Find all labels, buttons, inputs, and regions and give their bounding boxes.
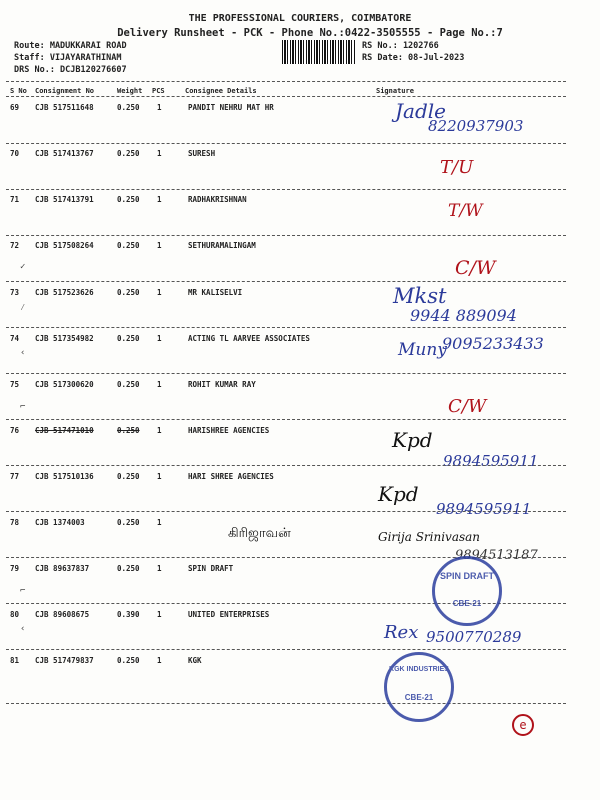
row-sno: 73	[10, 288, 20, 297]
row-consignee: KGK	[188, 656, 202, 665]
tick-mark: ⌐	[20, 402, 26, 412]
route-label: Route: MADUKKARAI ROAD	[14, 41, 127, 51]
row-sno: 70	[10, 149, 20, 158]
row-consignment: CJB 517511648	[35, 103, 94, 112]
row-signature: T/U	[440, 157, 474, 178]
row-sno: 76	[10, 426, 20, 435]
row-consignment: CJB 1374003	[35, 518, 85, 527]
row-sno: 71	[10, 195, 20, 204]
rs-number: RS No.: 1202766	[362, 41, 439, 51]
row-phone: 9944 889094	[410, 306, 517, 325]
row-phone: 9095233433	[442, 334, 544, 353]
rs-date: RS Date: 08-Jul-2023	[362, 53, 465, 63]
row-consignee: PANDIT NEHRU MAT HR	[188, 103, 274, 112]
row-consignment: CJB 89608675	[35, 610, 90, 619]
row-consignee: RADHAKRISHNAN	[188, 195, 247, 204]
row-pcs: 1	[157, 195, 162, 204]
row-sno: 79	[10, 564, 20, 573]
row-consignment: CJB 517413791	[35, 195, 94, 204]
row-weight: 0.250	[117, 241, 140, 250]
row-phone: 9894513187	[455, 548, 538, 563]
row-signature: C/W	[448, 396, 487, 417]
tamil-handwritten-note: கிரிஜாவன்	[228, 526, 291, 541]
row-sno: 75	[10, 380, 20, 389]
row-consignment: CJB 517471010	[35, 426, 94, 435]
tick-mark: ‹	[20, 348, 26, 358]
row-pcs: 1	[157, 472, 162, 481]
row-phone: 9500770289	[426, 628, 522, 646]
row-weight: 0.250	[117, 518, 140, 527]
row-signature: Muny	[398, 340, 447, 360]
col-weight: Weight	[117, 87, 143, 95]
tick-mark: ‹	[20, 624, 26, 634]
row-pcs: 1	[157, 564, 162, 573]
row-consignee: SURESH	[188, 149, 216, 158]
col-consignee: Consignee Details	[185, 87, 257, 95]
row-weight: 0.390	[117, 610, 140, 619]
row-sno: 74	[10, 334, 20, 343]
row-sno: 77	[10, 472, 20, 481]
row-sno: 81	[10, 656, 20, 665]
row-consignee: SPIN DRAFT	[188, 564, 234, 573]
row-divider	[6, 235, 566, 236]
row-signature: T/W	[448, 201, 483, 221]
row-divider	[6, 373, 566, 374]
row-pcs: 1	[157, 426, 162, 435]
col-signature: Signature	[376, 87, 414, 95]
header-rule-top	[6, 81, 566, 82]
row-weight: 0.250	[117, 149, 140, 158]
row-pcs: 1	[157, 241, 162, 250]
row-consignment: CJB 517300620	[35, 380, 94, 389]
barcode	[282, 40, 356, 64]
row-signature: Mkst	[393, 284, 447, 308]
row-pcs: 1	[157, 656, 162, 665]
tick-mark: ⌐	[20, 586, 26, 596]
staff-label: Staff: VIJAYARATHINAM	[14, 53, 122, 63]
row-pcs: 1	[157, 149, 162, 158]
row-sno: 72	[10, 241, 20, 250]
row-weight: 0.250	[117, 103, 140, 112]
stamp-bottom-text: CBE-21	[404, 693, 434, 702]
row-weight: 0.250	[117, 656, 140, 665]
row-consignee: ACTING TL AARVEE ASSOCIATES	[188, 334, 310, 343]
row-consignee: HARI SHREE AGENCIES	[188, 472, 274, 481]
row-pcs: 1	[157, 334, 162, 343]
row-consignee: MR KALISELVI	[188, 288, 243, 297]
row-consignee: HARISHREE AGENCIES	[188, 426, 270, 435]
tick-mark: ✓	[20, 262, 26, 272]
spin-draft-stamp	[432, 556, 502, 626]
row-divider	[6, 511, 566, 512]
row-divider	[6, 281, 566, 282]
row-weight: 0.250	[117, 380, 140, 389]
row-phone: 8220937903	[428, 117, 524, 135]
row-weight: 0.250	[117, 426, 140, 435]
row-weight: 0.250	[117, 564, 140, 573]
row-divider	[6, 703, 566, 704]
row-weight: 0.250	[117, 334, 140, 343]
row-consignment: CJB 517510136	[35, 472, 94, 481]
row-divider	[6, 189, 566, 190]
red-circled-mark: e	[512, 714, 534, 736]
row-pcs: 1	[157, 380, 162, 389]
kgk-industries-stamp	[384, 652, 454, 722]
stamp-top-text: SPIN DRAFT	[440, 571, 494, 581]
row-consignee: SETHURAMALINGAM	[188, 241, 256, 250]
row-divider	[6, 327, 566, 328]
row-consignment: CJB 517479837	[35, 656, 94, 665]
row-signature: Kpd	[378, 482, 419, 506]
row-divider	[6, 465, 566, 466]
stamp-bottom-text: CBE-21	[452, 599, 482, 608]
row-pcs: 1	[157, 288, 162, 297]
row-consignment: CJB 89637837	[35, 564, 90, 573]
row-pcs: 1	[157, 610, 162, 619]
header-rule-bottom	[6, 96, 566, 97]
row-consignee: UNITED ENTERPRISES	[188, 610, 270, 619]
company-title: THE PROFESSIONAL COURIERS, COIMBATORE	[188, 13, 412, 24]
row-consignment: CJB 517508264	[35, 241, 94, 250]
row-signature: Jadle	[395, 99, 446, 123]
row-divider	[6, 649, 566, 650]
col-pcs: PCS	[152, 87, 165, 95]
row-pcs: 1	[157, 518, 162, 527]
row-weight: 0.250	[117, 288, 140, 297]
table-row	[0, 656, 600, 702]
stamp-top-text: KGK INDUSTRIES	[389, 666, 449, 673]
col-consignment: Consignment No	[35, 87, 95, 95]
row-sno: 78	[10, 518, 20, 527]
row-signature: C/W	[455, 257, 496, 279]
row-weight: 0.250	[117, 195, 140, 204]
row-signature: Rex	[384, 622, 419, 643]
tick-mark: ⁄	[20, 303, 26, 313]
row-pcs: 1	[157, 103, 162, 112]
row-phone: 9894595911	[436, 500, 532, 518]
col-sno: S No	[10, 87, 27, 95]
row-divider	[6, 557, 566, 558]
row-consignment: CJB 517354982	[35, 334, 94, 343]
row-weight: 0.250	[117, 472, 140, 481]
row-consignment: CJB 517523626	[35, 288, 94, 297]
row-divider	[6, 419, 566, 420]
row-divider	[6, 143, 566, 144]
drs-label: DRS No.: DCJB120276607	[14, 65, 127, 75]
row-consignee: ROHIT KUMAR RAY	[188, 380, 256, 389]
row-sno: 80	[10, 610, 20, 619]
row-phone: 9894595911	[443, 452, 539, 470]
row-signature: Kpd	[392, 428, 433, 452]
runsheet-subtitle: Delivery Runsheet - PCK - Phone No.:0422-3505555 - Page No.:7	[117, 27, 503, 39]
row-signature: Girija Srinivasan	[378, 530, 481, 544]
row-sno: 69	[10, 103, 20, 112]
row-consignment: CJB 517413767	[35, 149, 94, 158]
